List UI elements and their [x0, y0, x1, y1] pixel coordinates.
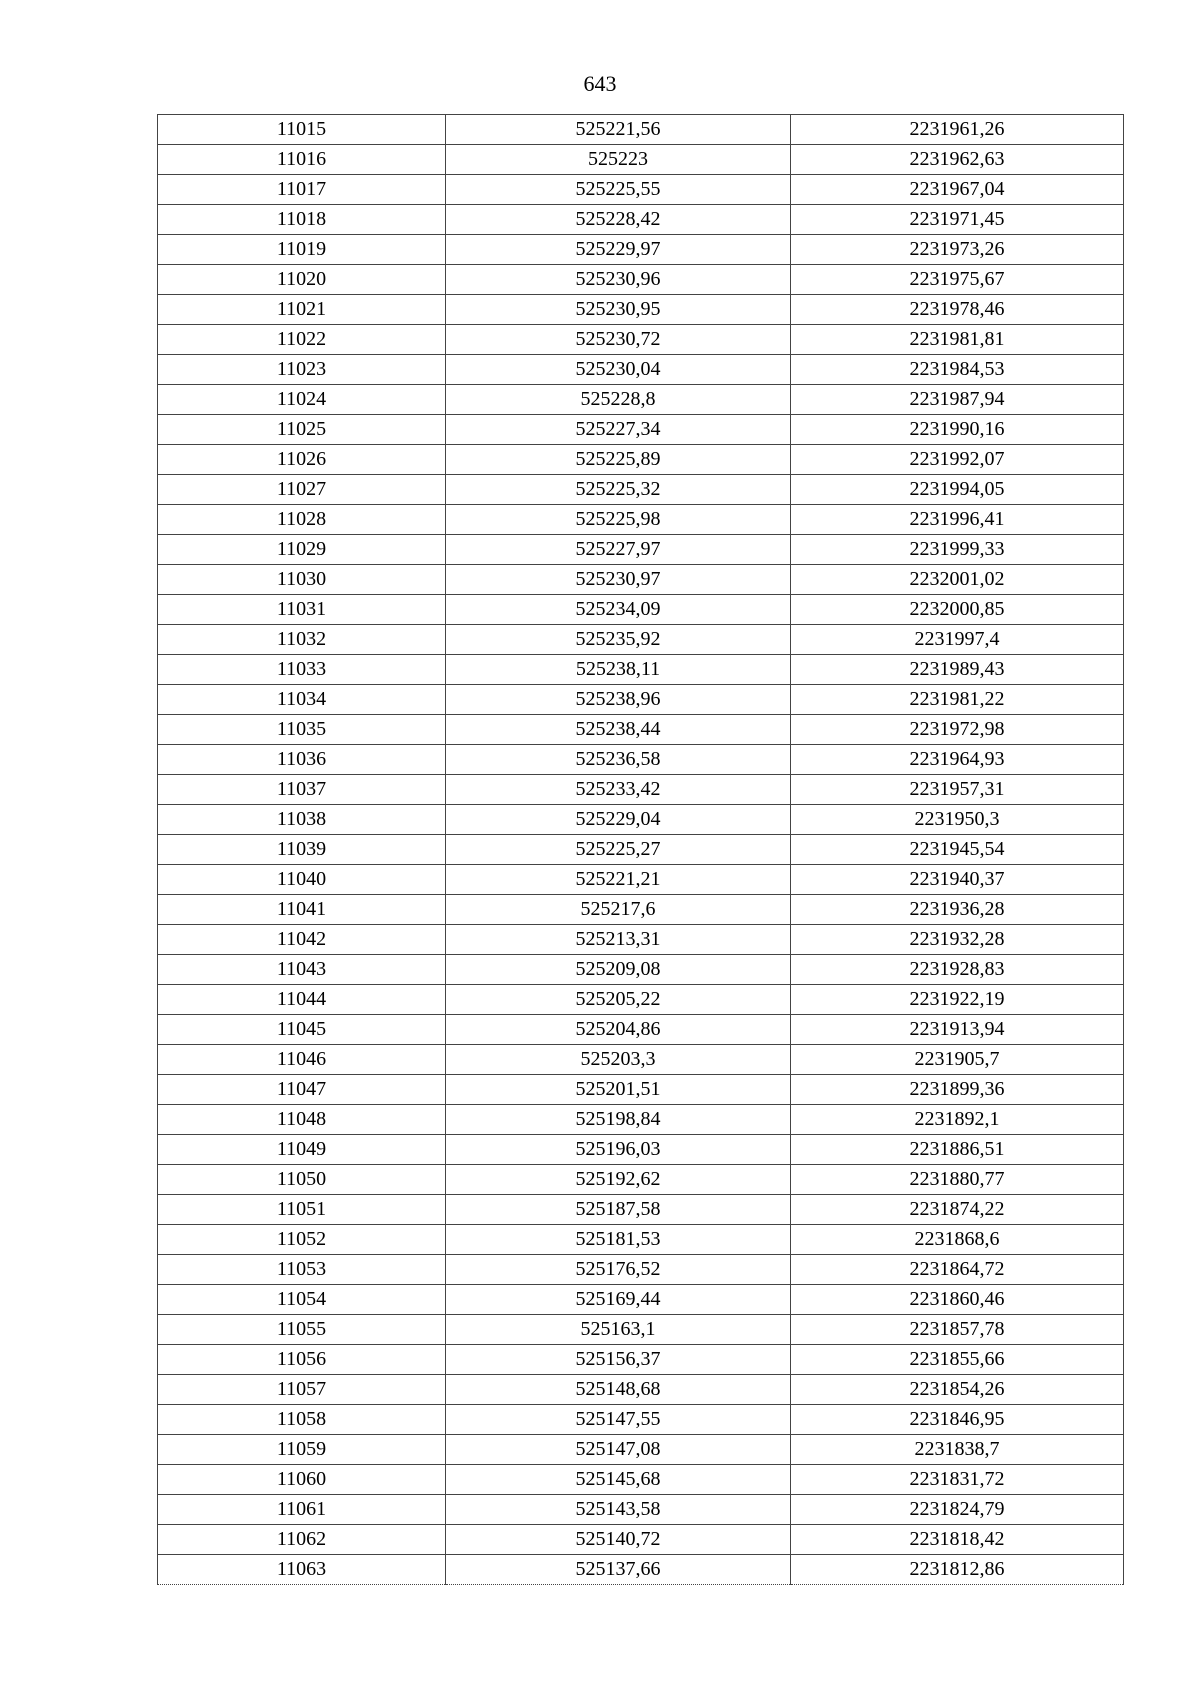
- x-coordinate-cell: 525238,11: [446, 655, 791, 685]
- x-coordinate-cell: 525137,66: [446, 1555, 791, 1585]
- y-coordinate-cell: 2231928,83: [791, 955, 1124, 985]
- table-row: [158, 595, 1124, 625]
- x-coordinate-cell: 525213,31: [446, 925, 791, 955]
- point-number-cell: 11018: [158, 205, 446, 235]
- point-number-cell: 11046: [158, 1045, 446, 1075]
- x-coordinate-cell: 525225,89: [446, 445, 791, 475]
- y-coordinate-cell: 2231972,98: [791, 715, 1124, 745]
- y-coordinate-cell: 2231962,63: [791, 145, 1124, 175]
- y-coordinate-cell: 2231932,28: [791, 925, 1124, 955]
- table-row: [158, 385, 1124, 415]
- point-number-cell: 11047: [158, 1075, 446, 1105]
- x-coordinate-cell: 525230,95: [446, 295, 791, 325]
- point-number-cell: 11061: [158, 1495, 446, 1525]
- point-number-cell: 11054: [158, 1285, 446, 1315]
- x-coordinate-cell: 525140,72: [446, 1525, 791, 1555]
- point-number-cell: 11044: [158, 985, 446, 1015]
- y-coordinate-cell: 2231855,66: [791, 1345, 1124, 1375]
- point-number-cell: 11024: [158, 385, 446, 415]
- table-row: [158, 955, 1124, 985]
- x-coordinate-cell: 525233,42: [446, 775, 791, 805]
- x-coordinate-cell: 525229,04: [446, 805, 791, 835]
- x-coordinate-cell: 525169,44: [446, 1285, 791, 1315]
- x-coordinate-cell: 525227,34: [446, 415, 791, 445]
- x-coordinate-cell: 525229,97: [446, 235, 791, 265]
- coordinates-table: [157, 114, 1124, 1585]
- x-coordinate-cell: 525221,21: [446, 865, 791, 895]
- y-coordinate-cell: 2231984,53: [791, 355, 1124, 385]
- point-number-cell: 11020: [158, 265, 446, 295]
- y-coordinate-cell: 2231864,72: [791, 1255, 1124, 1285]
- table-row: [158, 1045, 1124, 1075]
- point-number-cell: 11060: [158, 1465, 446, 1495]
- point-number-cell: 11033: [158, 655, 446, 685]
- table-row: [158, 505, 1124, 535]
- x-coordinate-cell: 525225,32: [446, 475, 791, 505]
- x-coordinate-cell: 525145,68: [446, 1465, 791, 1495]
- table-row: [158, 535, 1124, 565]
- x-coordinate-cell: 525236,58: [446, 745, 791, 775]
- x-coordinate-cell: 525223: [446, 145, 791, 175]
- point-number-cell: 11023: [158, 355, 446, 385]
- table-row: [158, 445, 1124, 475]
- point-number-cell: 11063: [158, 1555, 446, 1585]
- y-coordinate-cell: 2232001,02: [791, 565, 1124, 595]
- table-row: [158, 1495, 1124, 1525]
- y-coordinate-cell: 2231981,81: [791, 325, 1124, 355]
- table-row: [158, 1525, 1124, 1555]
- y-coordinate-cell: 2231874,22: [791, 1195, 1124, 1225]
- x-coordinate-cell: 525230,96: [446, 265, 791, 295]
- point-number-cell: 11062: [158, 1525, 446, 1555]
- table-row: [158, 565, 1124, 595]
- point-number-cell: 11059: [158, 1435, 446, 1465]
- y-coordinate-cell: 2231818,42: [791, 1525, 1124, 1555]
- y-coordinate-cell: 2231831,72: [791, 1465, 1124, 1495]
- y-coordinate-cell: 2231860,46: [791, 1285, 1124, 1315]
- table-row: [158, 655, 1124, 685]
- point-number-cell: 11040: [158, 865, 446, 895]
- y-coordinate-cell: 2231940,37: [791, 865, 1124, 895]
- point-number-cell: 11045: [158, 1015, 446, 1045]
- table-row: [158, 325, 1124, 355]
- table-row: [158, 295, 1124, 325]
- point-number-cell: 11057: [158, 1375, 446, 1405]
- x-coordinate-cell: 525198,84: [446, 1105, 791, 1135]
- y-coordinate-cell: 2231886,51: [791, 1135, 1124, 1165]
- y-coordinate-cell: 2231992,07: [791, 445, 1124, 475]
- y-coordinate-cell: 2231824,79: [791, 1495, 1124, 1525]
- point-number-cell: 11017: [158, 175, 446, 205]
- y-coordinate-cell: 2231868,6: [791, 1225, 1124, 1255]
- y-coordinate-cell: 2231913,94: [791, 1015, 1124, 1045]
- table-row: [158, 925, 1124, 955]
- point-number-cell: 11035: [158, 715, 446, 745]
- x-coordinate-cell: 525192,62: [446, 1165, 791, 1195]
- y-coordinate-cell: 2231987,94: [791, 385, 1124, 415]
- table-row: [158, 1015, 1124, 1045]
- x-coordinate-cell: 525238,44: [446, 715, 791, 745]
- table-row: [158, 895, 1124, 925]
- point-number-cell: 11053: [158, 1255, 446, 1285]
- y-coordinate-cell: 2231990,16: [791, 415, 1124, 445]
- table-row: [158, 475, 1124, 505]
- y-coordinate-cell: 2231971,45: [791, 205, 1124, 235]
- table-row: [158, 1165, 1124, 1195]
- x-coordinate-cell: 525201,51: [446, 1075, 791, 1105]
- point-number-cell: 11037: [158, 775, 446, 805]
- x-coordinate-cell: 525209,08: [446, 955, 791, 985]
- point-number-cell: 11016: [158, 145, 446, 175]
- point-number-cell: 11032: [158, 625, 446, 655]
- y-coordinate-cell: 2231964,93: [791, 745, 1124, 775]
- x-coordinate-cell: 525217,6: [446, 895, 791, 925]
- x-coordinate-cell: 525204,86: [446, 1015, 791, 1045]
- x-coordinate-cell: 525148,68: [446, 1375, 791, 1405]
- table-row: [158, 1405, 1124, 1435]
- x-coordinate-cell: 525225,27: [446, 835, 791, 865]
- table-row: [158, 355, 1124, 385]
- point-number-cell: 11025: [158, 415, 446, 445]
- point-number-cell: 11015: [158, 115, 446, 145]
- table-row: [158, 175, 1124, 205]
- point-number-cell: 11030: [158, 565, 446, 595]
- point-number-cell: 11052: [158, 1225, 446, 1255]
- table-row: [158, 265, 1124, 295]
- point-number-cell: 11042: [158, 925, 446, 955]
- table-row: [158, 1315, 1124, 1345]
- point-number-cell: 11048: [158, 1105, 446, 1135]
- point-number-cell: 11031: [158, 595, 446, 625]
- y-coordinate-cell: 2231857,78: [791, 1315, 1124, 1345]
- point-number-cell: 11026: [158, 445, 446, 475]
- y-coordinate-cell: 2231997,4: [791, 625, 1124, 655]
- page-number: 643: [583, 71, 617, 96]
- table-row: [158, 1195, 1124, 1225]
- point-number-cell: 11058: [158, 1405, 446, 1435]
- table-row: [158, 685, 1124, 715]
- table-row: [158, 1375, 1124, 1405]
- point-number-cell: 11034: [158, 685, 446, 715]
- x-coordinate-cell: 525156,37: [446, 1345, 791, 1375]
- point-number-cell: 11051: [158, 1195, 446, 1225]
- table-row: [158, 115, 1124, 145]
- coordinates-table-body: [158, 115, 1124, 1585]
- table-row: [158, 1225, 1124, 1255]
- y-coordinate-cell: 2231978,46: [791, 295, 1124, 325]
- x-coordinate-cell: 525147,55: [446, 1405, 791, 1435]
- table-row: [158, 145, 1124, 175]
- point-number-cell: 11028: [158, 505, 446, 535]
- table-row: [158, 985, 1124, 1015]
- y-coordinate-cell: 2231905,7: [791, 1045, 1124, 1075]
- table-row: [158, 1135, 1124, 1165]
- y-coordinate-cell: 2231996,41: [791, 505, 1124, 535]
- point-number-cell: 11027: [158, 475, 446, 505]
- y-coordinate-cell: 2231945,54: [791, 835, 1124, 865]
- point-number-cell: 11056: [158, 1345, 446, 1375]
- x-coordinate-cell: 525225,98: [446, 505, 791, 535]
- y-coordinate-cell: 2232000,85: [791, 595, 1124, 625]
- x-coordinate-cell: 525228,8: [446, 385, 791, 415]
- x-coordinate-cell: 525187,58: [446, 1195, 791, 1225]
- table-row: [158, 1555, 1124, 1585]
- x-coordinate-cell: 525238,96: [446, 685, 791, 715]
- point-number-cell: 11039: [158, 835, 446, 865]
- table-row: [158, 745, 1124, 775]
- x-coordinate-cell: 525235,92: [446, 625, 791, 655]
- y-coordinate-cell: 2231854,26: [791, 1375, 1124, 1405]
- x-coordinate-cell: 525203,3: [446, 1045, 791, 1075]
- x-coordinate-cell: 525176,52: [446, 1255, 791, 1285]
- point-number-cell: 11021: [158, 295, 446, 325]
- point-number-cell: 11019: [158, 235, 446, 265]
- table-row: [158, 1465, 1124, 1495]
- x-coordinate-cell: 525225,55: [446, 175, 791, 205]
- y-coordinate-cell: 2231975,67: [791, 265, 1124, 295]
- point-number-cell: 11036: [158, 745, 446, 775]
- point-number-cell: 11049: [158, 1135, 446, 1165]
- y-coordinate-cell: 2231973,26: [791, 235, 1124, 265]
- y-coordinate-cell: 2231922,19: [791, 985, 1124, 1015]
- y-coordinate-cell: 2231967,04: [791, 175, 1124, 205]
- y-coordinate-cell: 2231999,33: [791, 535, 1124, 565]
- x-coordinate-cell: 525230,97: [446, 565, 791, 595]
- y-coordinate-cell: 2231936,28: [791, 895, 1124, 925]
- y-coordinate-cell: 2231892,1: [791, 1105, 1124, 1135]
- y-coordinate-cell: 2231961,26: [791, 115, 1124, 145]
- point-number-cell: 11029: [158, 535, 446, 565]
- x-coordinate-cell: 525221,56: [446, 115, 791, 145]
- table-row: [158, 1345, 1124, 1375]
- table-row: [158, 1105, 1124, 1135]
- table-row: [158, 235, 1124, 265]
- x-coordinate-cell: 525205,22: [446, 985, 791, 1015]
- point-number-cell: 11041: [158, 895, 446, 925]
- table-row: [158, 805, 1124, 835]
- y-coordinate-cell: 2231880,77: [791, 1165, 1124, 1195]
- point-number-cell: 11055: [158, 1315, 446, 1345]
- table-row: [158, 715, 1124, 745]
- table-row: [158, 1435, 1124, 1465]
- x-coordinate-cell: 525227,97: [446, 535, 791, 565]
- y-coordinate-cell: 2231989,43: [791, 655, 1124, 685]
- table-row: [158, 205, 1124, 235]
- table-row: [158, 415, 1124, 445]
- y-coordinate-cell: 2231846,95: [791, 1405, 1124, 1435]
- point-number-cell: 11022: [158, 325, 446, 355]
- table-row: [158, 1075, 1124, 1105]
- point-number-cell: 11038: [158, 805, 446, 835]
- y-coordinate-cell: 2231838,7: [791, 1435, 1124, 1465]
- y-coordinate-cell: 2231994,05: [791, 475, 1124, 505]
- table-row: [158, 1285, 1124, 1315]
- x-coordinate-cell: 525196,03: [446, 1135, 791, 1165]
- x-coordinate-cell: 525228,42: [446, 205, 791, 235]
- table-row: [158, 775, 1124, 805]
- y-coordinate-cell: 2231812,86: [791, 1555, 1124, 1585]
- y-coordinate-cell: 2231957,31: [791, 775, 1124, 805]
- x-coordinate-cell: 525234,09: [446, 595, 791, 625]
- x-coordinate-cell: 525230,72: [446, 325, 791, 355]
- table-row: [158, 835, 1124, 865]
- x-coordinate-cell: 525163,1: [446, 1315, 791, 1345]
- x-coordinate-cell: 525147,08: [446, 1435, 791, 1465]
- table-row: [158, 865, 1124, 895]
- x-coordinate-cell: 525181,53: [446, 1225, 791, 1255]
- x-coordinate-cell: 525230,04: [446, 355, 791, 385]
- table-row: [158, 1255, 1124, 1285]
- table-row: [158, 625, 1124, 655]
- point-number-cell: 11043: [158, 955, 446, 985]
- y-coordinate-cell: 2231950,3: [791, 805, 1124, 835]
- y-coordinate-cell: 2231899,36: [791, 1075, 1124, 1105]
- x-coordinate-cell: 525143,58: [446, 1495, 791, 1525]
- point-number-cell: 11050: [158, 1165, 446, 1195]
- y-coordinate-cell: 2231981,22: [791, 685, 1124, 715]
